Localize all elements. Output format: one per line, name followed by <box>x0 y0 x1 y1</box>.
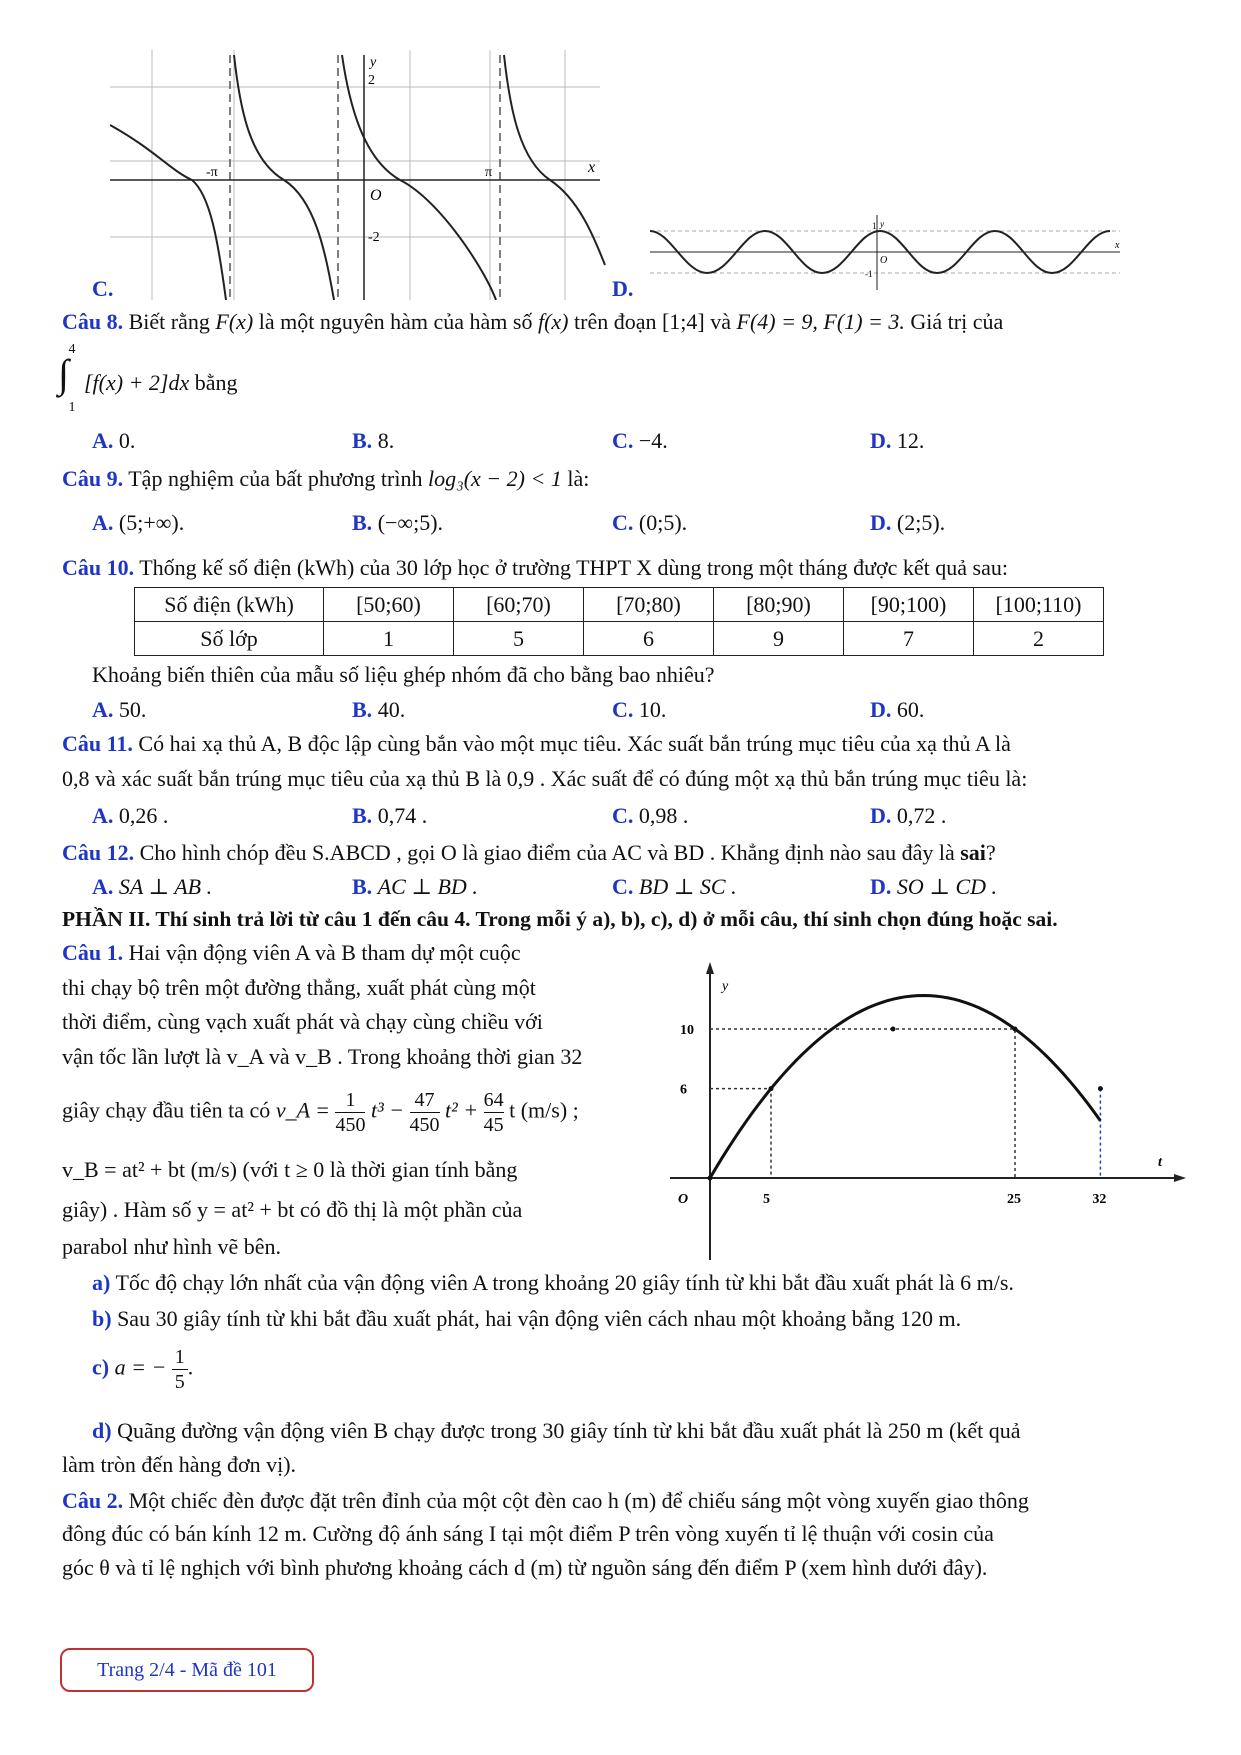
x-tick-pi: π <box>485 165 493 180</box>
q12-option-d[interactable]: D. SO ⊥ CD . <box>870 874 998 899</box>
p1-line6: v_B = at² + bt (m/s) (với t ≥ 0 là thời gian tính bằng <box>62 1157 518 1182</box>
table-row <box>135 622 1104 656</box>
p1-line1: Câu 1. Hai vận động viên A và B tham dự một cuộc <box>62 940 521 965</box>
table-header-row <box>135 588 1104 622</box>
table-cell: [60;70) <box>454 588 584 622</box>
q10-option-c[interactable]: C. 10. <box>612 697 667 722</box>
q9-option-b[interactable]: B. (−∞;5). <box>352 510 444 535</box>
y-axis-label: y <box>370 55 377 70</box>
chart-x-tick: 32 <box>1092 1192 1107 1207</box>
p1-statement-d-cont: làm tròn đến hàng đơn vị). <box>62 1452 297 1477</box>
guide-line <box>710 1029 1015 1178</box>
q12-option-b[interactable]: B. AC ⊥ BD . <box>352 874 478 899</box>
p1-statement-a[interactable]: a) Tốc độ chạy lớn nhất của vận động viên A trong khoảng 20 giây tính từ khi bắt đầu xuất phát là 6 m/s. <box>92 1270 1014 1295</box>
table-cell: 5 <box>454 622 584 656</box>
table-cell: 7 <box>844 622 974 656</box>
q11-option-a[interactable]: A. 0,26 . <box>92 803 169 828</box>
table-cell: Số điện (kWh) <box>135 588 324 622</box>
chart-y-tick: 10 <box>680 1023 694 1038</box>
q11-option-d[interactable]: D. 0,72 . <box>870 803 947 828</box>
q8-option-d[interactable]: D. 12. <box>870 428 925 453</box>
table-cell: [100;110) <box>974 588 1104 622</box>
table-cell: [70;80) <box>584 588 714 622</box>
chart-y-tick: 6 <box>680 1082 687 1098</box>
table-cell: [50;60) <box>324 588 454 622</box>
q9-option-c[interactable]: C. (0;5). <box>612 510 688 535</box>
q8-option-c[interactable]: C. −4. <box>612 428 668 453</box>
x-axis-label: x <box>1115 240 1120 251</box>
integral-upper: 4 <box>68 342 76 357</box>
q10-table <box>134 587 1104 656</box>
origin-label: O <box>370 187 382 204</box>
chart-point <box>708 1176 713 1181</box>
p1-line3: thời điểm, cùng vạch xuất phát và chạy cùng chiều với <box>62 1009 543 1034</box>
q11-option-b[interactable]: B. 0,74 . <box>352 803 428 828</box>
table-cell: [90;100) <box>844 588 974 622</box>
integral-body: [f(x) + 2]dx bằng <box>84 370 238 395</box>
vb-chart <box>670 960 1190 1260</box>
q8-stem: Câu 8. Biết rằng F(x) là một nguyên hàm của hàm số f(x) trên đoạn [1;4] và F(4) = 9, F(1) = 3. Giá trị của <box>62 309 1004 334</box>
q10-option-d[interactable]: D. 60. <box>870 697 925 722</box>
chart-point <box>769 1086 774 1091</box>
x-tick-neg-pi: -π <box>206 165 218 180</box>
p1-line7: giây) . Hàm số y = at² + bt có đồ thị là một phần của <box>62 1197 523 1222</box>
option-d-label: D. <box>612 276 634 301</box>
chart-series-line <box>710 996 1100 1179</box>
chart-point <box>1098 1086 1103 1091</box>
chart-y-label: y <box>722 979 729 994</box>
tan-graph <box>110 50 610 300</box>
x-axis-label: x <box>588 159 596 176</box>
chart-x-label: t <box>1158 1155 1162 1170</box>
p1-line8: parabol như hình vẽ bên. <box>62 1234 282 1259</box>
q10-option-b[interactable]: B. 40. <box>352 697 406 722</box>
p1-statement-c[interactable]: c) a = − $\frac{1}{5}$ . <box>92 1346 194 1393</box>
p1-statement-d[interactable]: d) Quãng đường vận động viên B chạy được trong 30 giây tính từ khi bắt đầu xuất phát là 250 m (kết quả <box>92 1418 1021 1443</box>
chart-origin-label: O <box>678 1192 689 1207</box>
p2-line2: đông đúc có bán kính 12 m. Cường độ ánh sáng I tại một điểm P trên vòng xuyến tỉ lệ thuận với cosin của <box>62 1521 994 1546</box>
y-axis-label: y <box>880 219 884 229</box>
p2-line3: góc θ và tỉ lệ nghịch với bình phương khoảng cách d (m) từ nguồn sáng đến điểm P (xem hình dưới đây). <box>62 1555 988 1580</box>
p1-line2: thi chạy bộ trên một đường thẳng, xuất phát cùng một <box>62 975 536 1000</box>
table-cell: 9 <box>714 622 844 656</box>
y-tick-neg1: -1 <box>865 269 873 279</box>
table-cell: [80;90) <box>714 588 844 622</box>
integral-lower: 1 <box>68 400 76 415</box>
integral-sign-icon: ∫ <box>58 351 69 396</box>
chart-x-tick: 5 <box>763 1192 770 1207</box>
q12-stem: Câu 12. Cho hình chóp đều S.ABCD , gọi O là giao điểm của AC và BD . Khẳng định nào sau đây là sai? <box>62 840 996 865</box>
option-c-label: C. <box>92 276 114 301</box>
q8-option-b[interactable]: B. 8. <box>352 428 395 453</box>
table-cell: 2 <box>974 622 1104 656</box>
q11-stem-line2: 0,8 và xác suất bắn trúng mục tiêu của xạ thủ B là 0,9 . Xác suất để có đúng một xạ thủ bắn trúng mục tiêu là: <box>62 766 1028 791</box>
y-tick-neg2: -2 <box>368 230 380 245</box>
chart-point <box>891 1027 896 1032</box>
q12-option-c[interactable]: C. BD ⊥ SC . <box>612 874 737 899</box>
origin-label: O <box>880 255 888 266</box>
q11-option-c[interactable]: C. 0,98 . <box>612 803 689 828</box>
q10-question: Khoảng biến thiên của mẫu số liệu ghép nhóm đã cho bằng bao nhiêu? <box>92 662 715 687</box>
table-cell: 6 <box>584 622 714 656</box>
q8-option-a[interactable]: A. 0. <box>92 428 136 453</box>
table-cell: Số lớp <box>135 622 324 656</box>
p1-line5: giây chạy đầu tiên ta có v_A = $\frac{1}{450}$ t³ − $\frac{47}{450}$ t² + $\frac{64}{45}$ t (m/s) ; <box>62 1089 579 1136</box>
q10-option-a[interactable]: A. 50. <box>92 697 147 722</box>
q11-stem-line1: Câu 11. Có hai xạ thủ A, B độc lập cùng bắn vào một mục tiêu. Xác suất bắn trúng mục tiêu của xạ thủ A là <box>62 731 1011 756</box>
sine-graph <box>650 215 1130 290</box>
q9-option-a[interactable]: A. (5;+∞). <box>92 510 185 535</box>
part2-heading: PHẦN II. Thí sinh trả lời từ câu 1 đến câu 4. Trong mỗi ý a), b), c), d) ở mỗi câu, thí sinh chọn đúng hoặc sai. <box>62 907 1058 931</box>
chart-point <box>1013 1027 1018 1032</box>
table-cell: 1 <box>324 622 454 656</box>
page-footer: Trang 2/4 - Mã đề 101 <box>60 1648 314 1692</box>
y-tick-2: 2 <box>368 73 375 88</box>
chart-x-tick: 25 <box>1007 1192 1021 1207</box>
p1-statement-b[interactable]: b) Sau 30 giây tính từ khi bắt đầu xuất phát, hai vận động viên cách nhau một khoảng bằng 120 m. <box>92 1306 962 1331</box>
q10-stem: Câu 10. Thống kế số điện (kWh) của 30 lớp học ở trường THPT X dùng trong một tháng được kết quả sau: <box>62 555 1008 580</box>
q9-stem: Câu 9. Tập nghiệm của bất phương trình log₃(x − 2) < 1 là: <box>62 466 590 491</box>
q9-option-d[interactable]: D. (2;5). <box>870 510 946 535</box>
p1-line4: vận tốc lần lượt là v_A và v_B . Trong khoảng thời gian 32 <box>62 1044 583 1069</box>
q12-option-a[interactable]: A. SA ⊥ AB . <box>92 874 213 899</box>
p2-line1: Câu 2. Một chiếc đèn được đặt trên đỉnh của một cột đèn cao h (m) để chiếu sáng một vòng xuyến giao thông <box>62 1488 1029 1513</box>
y-tick-1: 1 <box>872 221 877 231</box>
